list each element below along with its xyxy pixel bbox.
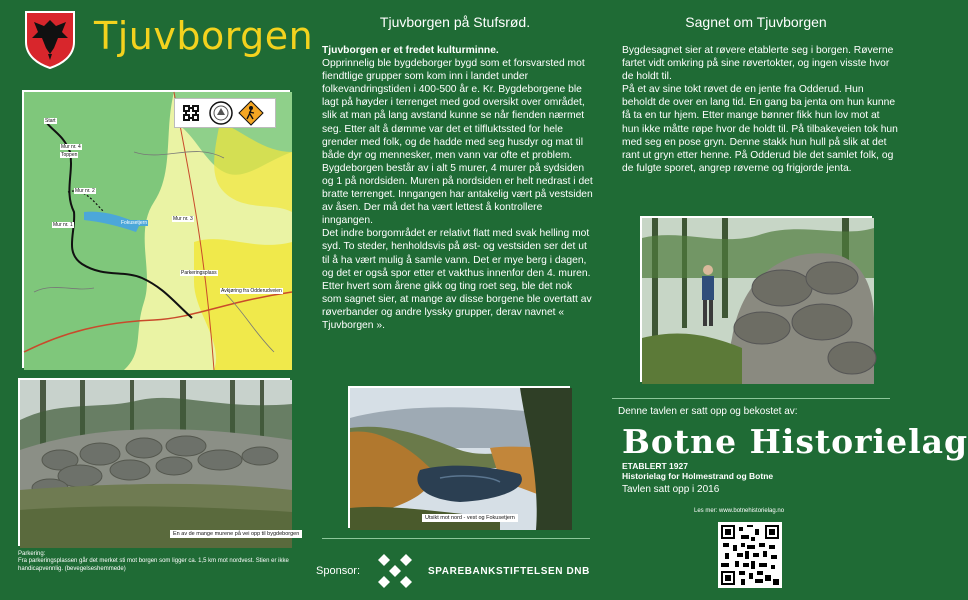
- legend-paragraph: Bygdesagnet sier at røvere etablerte seg i borgen. Røverne fartet vidt omkring på sine røvertokter, og ingen visste hvor de holdt til.: [622, 45, 894, 83]
- heritage-knot-icon: [178, 100, 204, 126]
- photo-lake-view: [348, 386, 570, 528]
- page-title: Tjuvborgen: [94, 14, 314, 58]
- history-paragraph: Det indre borgområdet er relativt flatt med svak helling mot syd. To steder, henholdsvis på øst- og vestsiden ser det ut til å ha vært mulig å samle vann. Det er mye berg i dagen, og det er også spor etter et vakthus innenfor den 4. muren.: [322, 228, 591, 279]
- sponsor-name: SPAREBANKSTIFTELSEN DNB: [428, 566, 590, 577]
- read-more: [694, 508, 784, 514]
- sponsor-label: Sponsor:: [316, 565, 361, 577]
- legend-paragraph: På et av sine tokt røvet de en jente fra Odderud. Hun beholdt de over en lang tid. En gang ba jenta om hun kunne få ta en tur hjem. Etter mange bønner fikk hun lov mot at hun ikke måtte røpe hvor de holdt til. På tilbakeveien tok hun med seg en pose gryn. Denne stakk hun hull på slik at det rant ut gryn etter henne. På Odderud ble det samlet folk, og de fulgte sporet, angrep røverne og frigjorde jenta.: [622, 84, 898, 174]
- history-text: [322, 44, 594, 332]
- erected-by-text: Denne tavlen er satt opp og bekostet av:: [618, 406, 798, 417]
- photo-lake-caption: Utsikt mot nord - vest og Fokusetjern: [422, 514, 518, 522]
- erected-year: Tavlen satt opp i 2016: [622, 484, 720, 495]
- photo-wall-caption: En av de mange murene på vei opp til bygdeborgen: [170, 530, 302, 538]
- parking-text: Fra parkeringsplassen går det merket sti mot borgen som ligger ca. 1,5 km mot nordvest. Stien er ikke handicapvennlig. (bevegelseshemmede): [18, 558, 289, 572]
- hiking-sign-icon: [238, 100, 264, 126]
- parking-heading: Parkering:: [18, 551, 46, 557]
- history-heading: Tjuvborgen på Stufsrød.: [379, 14, 531, 30]
- sponsor-logo-icon: [376, 550, 420, 592]
- photo-stone-wall: [18, 378, 300, 546]
- history-paragraph: Etter hvert som årene gikk og ting roet seg, ble det nok som sagnet sier, at mange av disse borgene ble overtatt av røverbander og andre lyssky grupper, derav navnet « Tjuvborgen ».: [322, 280, 592, 331]
- history-paragraph: Opprinnelig ble bygdeborger bygd som et forsvarsted mot fiendtlige grupper som kom inn i landet under folkevandringstiden i 400-500 år e. Kr. Bygdeborgene ble lagt på høyder i terrenget med god oversikt over området, slik at man på lang avstand kunne se når fienden nærmet seg. Etter alt å dømme var det et tilfluktssted for hele grender med folk, og de hadde med seg husdyr og mat til både dyr og mennesker, men vann var ofte et problem. Bygdeborgen består av i alt 5 murer, 4 murer på sydsiden og 1 på nordsiden. Muren på nordsiden er helt nedrast i det bratte terrenget. Inngangen har antakelig vært på vestsiden av åsen. Der må det ha vært lettest å kontrollere inngangen.: [322, 58, 593, 227]
- divider: [322, 538, 590, 539]
- legend-heading: Sagnet om Tjuvborgen: [685, 14, 827, 30]
- map-label-start: Start: [45, 118, 56, 124]
- qr-code[interactable]: [718, 522, 782, 588]
- divider: [612, 398, 890, 399]
- map-label-wall3: Mur nr. 3: [173, 216, 193, 222]
- org-established: ETABLERT 1927: [622, 461, 688, 471]
- map-label-parking: Parkeringsplass: [181, 270, 217, 276]
- coat-of-arms-icon: [22, 8, 78, 70]
- heritage-seal-icon: [208, 100, 234, 126]
- history-lead: Tjuvborgen er et fredet kulturminne.: [322, 45, 499, 56]
- map-label-top: Toppen: [61, 152, 78, 158]
- photo-man-by-stones: [640, 216, 872, 382]
- read-more-label: Les mer:: [694, 508, 718, 514]
- org-subtitle: Historielag for Holmestrand og Botne: [622, 471, 774, 481]
- trail-map: [22, 90, 290, 368]
- map-label-wall1: Mur nr. 1: [53, 222, 73, 228]
- map-label-wall2: Mur nr. 2: [75, 188, 95, 194]
- map-label-lake: Fokusetjern: [121, 220, 148, 226]
- map-label-junction: Avkjøring fra Odderudveien: [221, 288, 282, 294]
- org-name: Botne Historielag: [622, 422, 968, 461]
- legend-text: [622, 44, 898, 175]
- map-label-wall4: Mur nr. 4: [61, 144, 81, 150]
- read-more-link[interactable]: www.botnehistorielag.no: [719, 508, 785, 514]
- parking-info: [18, 551, 298, 573]
